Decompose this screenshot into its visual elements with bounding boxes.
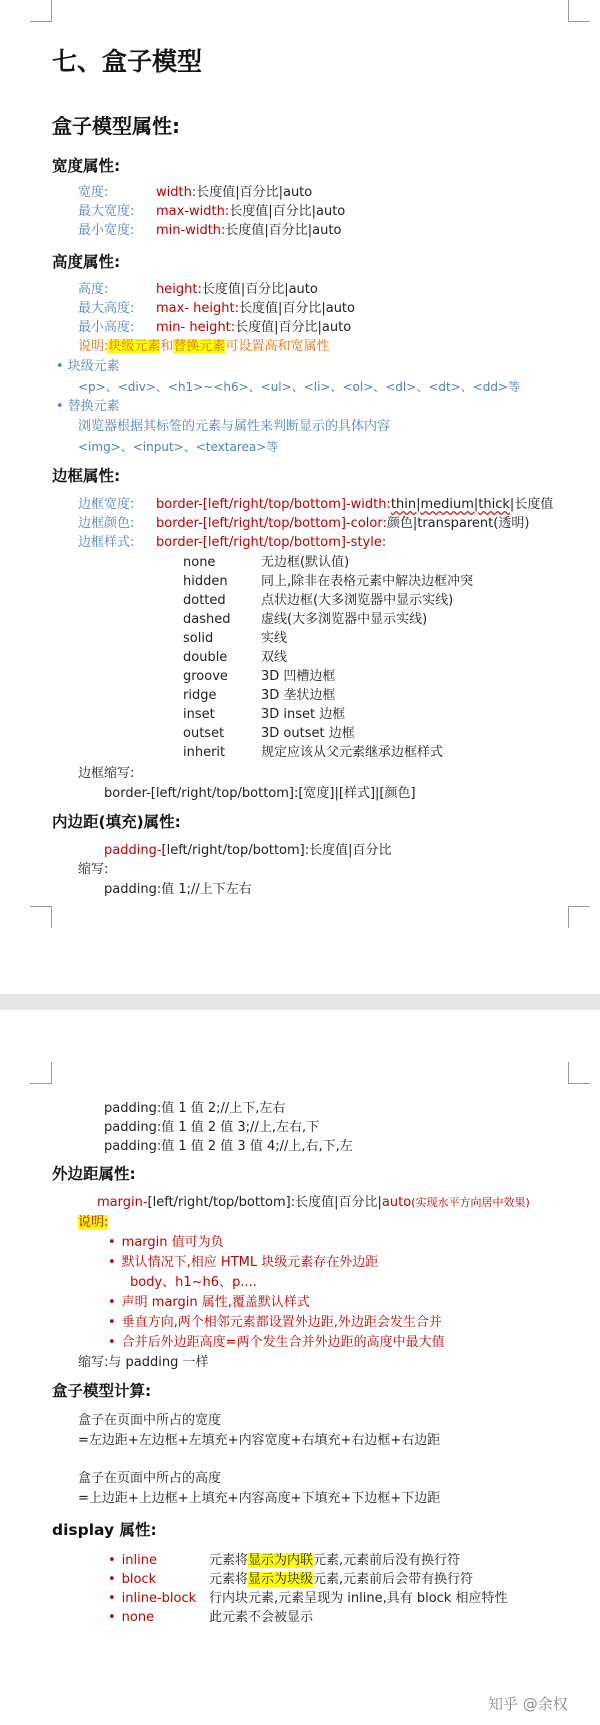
display-desc	[209, 1552, 460, 1570]
display-name: • inline	[108, 1552, 157, 1570]
margin-bullet: • 垂直方向,两个相邻元素都设置外边距,外边距会发生合并	[108, 1314, 442, 1332]
margin-bullet: • margin 值可为负	[108, 1234, 224, 1252]
display-desc-highlight: 显示为块级	[248, 1572, 314, 1587]
height-value: 长度值|百分比|auto	[201, 282, 318, 297]
border-style-desc: 3D 凹槽边框	[261, 669, 336, 684]
min-width-row	[78, 222, 341, 240]
display-desc: 此元素不会被显示	[209, 1610, 314, 1625]
border-style-desc: 点状边框(大多浏览器中显示实线)	[261, 593, 454, 608]
border-style-name: dashed	[183, 612, 231, 627]
height-note-rest: 可设置高和宽属性	[225, 339, 330, 354]
padding-line: padding:值 1 值 2;//上下,左右	[104, 1101, 286, 1116]
block-elements-title: • 块级元素	[56, 358, 120, 376]
border-width-medium: medium	[420, 497, 474, 512]
min-width-prop: min-width:	[156, 223, 226, 238]
border-style-name: none	[183, 555, 216, 570]
max-width-row	[78, 203, 345, 221]
page-corner-mark	[30, 906, 52, 928]
border-style-name: groove	[183, 669, 228, 684]
page-title: 七、盒子模型	[52, 47, 203, 76]
display-desc-text: 元素将	[209, 1572, 249, 1587]
separator: |	[416, 497, 421, 512]
replaced-elements-desc: 浏览器根据其标签的元素与属性来判断显示的具体内容	[78, 419, 391, 434]
replaced-elements-list: <img>、<input>、<textarea>等	[78, 440, 279, 454]
height-row	[78, 281, 318, 299]
watermark: 知乎 @余权	[488, 1695, 568, 1713]
page-corner-mark	[568, 0, 590, 22]
border-style-name: inherit	[183, 745, 226, 760]
calc-height-formula: =上边距+上边框+上填充+内容高度+下填充+下边框+下边距	[78, 1491, 441, 1506]
border-width-row	[78, 496, 553, 514]
display-desc-text: 元素,元素前后没有换行符	[313, 1553, 461, 1568]
width-value: 长度值|百分比|auto	[196, 185, 313, 200]
border-width-prop: border-[left/right/top/bottom]-width:	[156, 497, 391, 512]
margin-prop: margin-	[97, 1195, 148, 1210]
margin-heading: 外边距属性:	[52, 1165, 136, 1183]
border-style-desc: 同上,除非在表格元素中解决边框冲突	[261, 574, 474, 589]
margin-prop-mid: [left/right/top/bottom]:长度值|百分比|	[147, 1195, 382, 1210]
border-style-name: dotted	[183, 593, 226, 608]
calc-height-title: 盒子在页面中所占的高度	[78, 1471, 222, 1486]
border-color-prop: border-[left/right/top/bottom]-color:	[156, 516, 387, 531]
document-page-2	[0, 1010, 600, 1725]
border-style-desc: 双线	[261, 650, 288, 665]
border-width-thin: thin	[390, 497, 417, 512]
calc-heading: 盒子模型计算:	[52, 1382, 152, 1400]
border-shorthand: border-[left/right/top/bottom]:[宽度]|[样式]|[颜色]	[104, 786, 416, 801]
display-desc: 行内块元素,元素呈现为 inline,具有 block 相应特性	[209, 1591, 508, 1606]
border-color-value: 颜色|transparent(透明)	[386, 516, 530, 531]
height-heading: 高度属性:	[52, 253, 121, 271]
display-desc-text: 元素将	[209, 1553, 249, 1568]
border-style-desc: 3D outset 边框	[261, 726, 355, 741]
margin-note-label	[78, 1214, 108, 1232]
width-heading: 宽度属性:	[52, 157, 121, 175]
max-height-prop: max- height:	[156, 301, 239, 316]
border-heading: 边框属性:	[52, 467, 121, 485]
display-heading: display 属性:	[52, 1521, 157, 1539]
padding-prop-rest: [left/right/top/bottom]:长度值|百分比	[161, 843, 392, 858]
width-label: 宽度:	[78, 185, 109, 200]
padding-prop: padding-	[104, 843, 162, 858]
margin-note-highlight: 说明:	[78, 1215, 109, 1230]
margin-shorthand: 缩写:与 padding 一样	[78, 1355, 209, 1370]
min-height-row	[78, 319, 351, 337]
margin-default-elements: body、h1~h6、p....	[130, 1275, 257, 1290]
border-style-name: solid	[183, 631, 214, 646]
height-note-label: 说明:	[78, 339, 109, 354]
border-color-label: 边框颜色:	[78, 516, 135, 531]
width-prop: width:	[156, 185, 197, 200]
height-note-and: 和	[160, 339, 174, 354]
margin-prop-row	[97, 1194, 530, 1212]
height-note	[78, 338, 329, 356]
border-style-name: inset	[183, 707, 215, 722]
display-name: • block	[108, 1571, 156, 1589]
border-style-desc: 3D 垄状边框	[261, 688, 336, 703]
height-prop: height:	[156, 282, 202, 297]
border-style-desc: 3D inset 边框	[261, 707, 346, 722]
page-corner-mark	[568, 1062, 590, 1084]
margin-bullet: • 默认情况下,相应 HTML 块级元素存在外边距	[108, 1254, 378, 1272]
display-desc-highlight: 显示为内联	[248, 1553, 314, 1568]
border-style-name: double	[183, 650, 228, 665]
block-elements-list: <p>、<div>、<h1>~<h6>、<ul>、<li>、<ol>、<dl>、<dt>、<dd>等	[78, 380, 521, 394]
max-height-label: 最大高度:	[78, 301, 135, 316]
min-height-prop: min- height:	[156, 320, 236, 335]
border-width-label: 边框宽度:	[78, 497, 135, 512]
border-style-name: ridge	[183, 688, 217, 703]
margin-bullet: • 合并后外边距高度=两个发生合并外边距的高度中最大值	[108, 1334, 445, 1352]
border-style-name: outset	[183, 726, 225, 741]
border-style-row	[78, 534, 386, 552]
border-style-desc: 虚线(大多浏览器中显示实线)	[261, 612, 428, 627]
padding-line: padding:值 1;//上下左右	[104, 882, 252, 897]
replaced-elements-title: • 替换元素	[56, 398, 120, 416]
border-width-length: 长度值	[514, 497, 554, 512]
padding-line: padding:值 1 值 2 值 3;//上,左右,下	[104, 1120, 320, 1135]
padding-prop-row	[104, 842, 392, 860]
margin-prop-auto: auto	[381, 1195, 412, 1210]
border-style-desc: 实线	[261, 631, 288, 646]
border-style-desc: 无边框(默认值)	[261, 555, 350, 570]
display-name: • none	[108, 1609, 154, 1627]
min-width-value: 长度值|百分比|auto	[225, 223, 342, 238]
page-corner-mark	[30, 1062, 52, 1084]
max-width-label: 最大宽度:	[78, 204, 135, 219]
padding-heading: 内边距(填充)属性:	[52, 813, 181, 831]
separator: |	[473, 497, 479, 512]
page-corner-mark	[568, 906, 590, 928]
min-height-value: 长度值|百分比|auto	[235, 320, 352, 335]
border-style-desc: 规定应该从父元素继承边框样式	[261, 745, 444, 760]
border-style-prop: border-[left/right/top/bottom]-style:	[156, 535, 387, 550]
calc-width-formula: =左边距+左边框+左填充+内容宽度+右填充+右边框+右边距	[78, 1433, 441, 1448]
max-width-value: 长度值|百分比|auto	[229, 204, 346, 219]
padding-shorthand-label: 缩写:	[78, 862, 109, 877]
border-width-thick: thick	[478, 497, 510, 512]
border-style-label: 边框样式:	[78, 535, 135, 550]
page-separator	[0, 994, 600, 1010]
calc-width-title: 盒子在页面中所占的宽度	[78, 1413, 222, 1428]
min-height-label: 最小高度:	[78, 320, 135, 335]
padding-line: padding:值 1 值 2 值 3 值 4;//上,右,下,左	[104, 1139, 353, 1154]
section-heading-props: 盒子模型属性:	[52, 114, 180, 138]
height-label: 高度:	[78, 282, 109, 297]
border-shorthand-label: 边框缩写:	[78, 766, 135, 781]
display-desc-text: 元素,元素前后会带有换行符	[313, 1572, 474, 1587]
display-name: • inline-block	[108, 1590, 196, 1608]
margin-bullet: • 声明 margin 属性,覆盖默认样式	[108, 1294, 310, 1312]
highlight-replaced-elements: 替换元素	[173, 339, 226, 354]
page-corner-mark	[30, 0, 52, 22]
display-desc	[209, 1571, 473, 1589]
border-style-name: hidden	[183, 574, 228, 589]
max-width-prop: max-width:	[156, 204, 230, 219]
max-height-row	[78, 300, 355, 318]
margin-prop-note: (实现水平方向居中效果)	[411, 1196, 530, 1209]
width-row	[78, 184, 312, 202]
highlight-block-elements: 块级元素	[108, 339, 161, 354]
min-width-label: 最小宽度:	[78, 223, 135, 238]
separator: |	[509, 497, 515, 512]
max-height-value: 长度值|百分比|auto	[238, 301, 355, 316]
border-color-row	[78, 515, 529, 533]
